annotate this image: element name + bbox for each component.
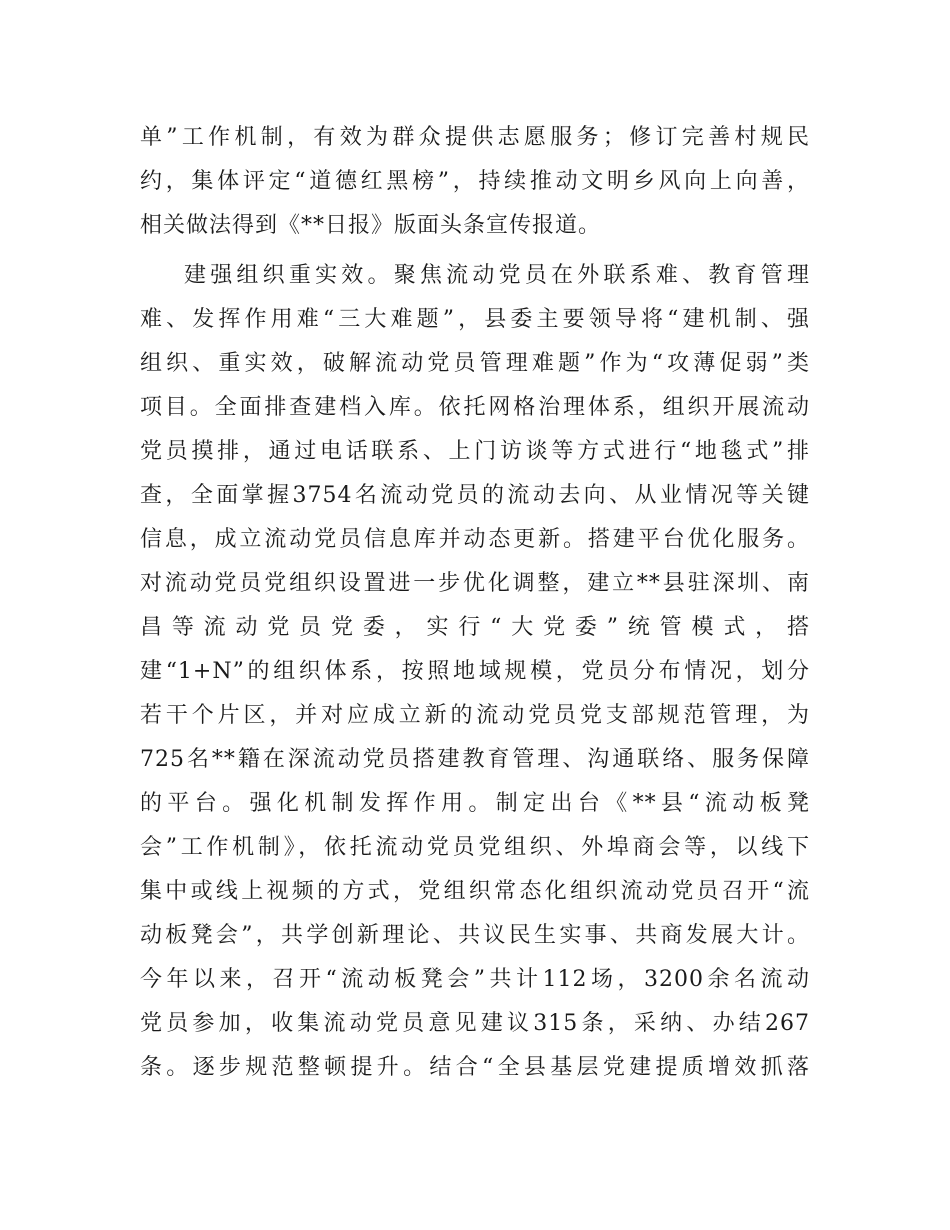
paragraph-line: 党员参加，收集流动党员意见建议315条，采纳、办结267 xyxy=(140,1011,810,1036)
paragraph-line: 党员摸排，通过电话联系、上门访谈等方式进行“地毯式”排 xyxy=(140,439,810,464)
paragraph-line: 难、发挥作用难“三大难题”，县委主要领导将“建机制、强 xyxy=(140,307,810,332)
paragraph-line: 今年以来，召开“流动板凳会”共计112场，3200余名流动 xyxy=(140,967,810,992)
paragraph-line: 对流动党员党组织设置进一步优化调整，建立**县驻深圳、南 xyxy=(140,571,810,596)
paragraph-line: 建“1+N”的组织体系，按照地域规模，党员分布情况，划分 xyxy=(140,659,810,684)
paragraph-line: 信息，成立流动党员信息库并动态更新。搭建平台优化服务。 xyxy=(140,527,810,552)
paragraph-line: 条。逐步规范整顿提升。结合“全县基层党建提质增效抓落 xyxy=(140,1055,810,1080)
paragraph-line: 约，集体评定“道德红黑榜”，持续推动文明乡风向上向善， xyxy=(140,169,810,194)
paragraph-1 xyxy=(140,116,810,248)
paragraph-line: 建强组织重实效。聚焦流动党员在外联系难、教育管理 xyxy=(184,263,810,288)
paragraph-line: 昌等流动党员党委，实行“大党委”统管模式，搭 xyxy=(140,615,810,640)
paragraph-line: 组织、重实效，破解流动党员管理难题”作为“攻薄促弱”类 xyxy=(140,351,810,376)
paragraph-line: 集中或线上视频的方式，党组织常态化组织流动党员召开“流 xyxy=(140,879,810,904)
paragraph-line: 会”工作机制》，依托流动党员党组织、外埠商会等，以线下 xyxy=(140,835,810,860)
paragraph-line: 若干个片区，并对应成立新的流动党员党支部规范管理，为 xyxy=(140,703,810,728)
paragraph-line: 查，全面掌握3754名流动党员的流动去向、从业情况等关键 xyxy=(140,483,810,508)
paragraph-line: 的平台。强化机制发挥作用。制定出台《**县“流动板凳 xyxy=(140,791,810,816)
paragraph-line: 项目。全面排查建档入库。依托网格治理体系，组织开展流动 xyxy=(140,395,810,420)
paragraph-line: 相关做法得到《**日报》版面头条宣传报道。 xyxy=(140,213,602,238)
paragraph-line: 725名**籍在深流动党员搭建教育管理、沟通联络、服务保障 xyxy=(140,747,810,772)
paragraph-line: 单”工作机制，有效为群众提供志愿服务；修订完善村规民 xyxy=(140,125,810,150)
paragraph-2 xyxy=(140,254,810,1090)
paragraph-line: 动板凳会”，共学创新理论、共议民生实事、共商发展大计。 xyxy=(140,923,810,948)
